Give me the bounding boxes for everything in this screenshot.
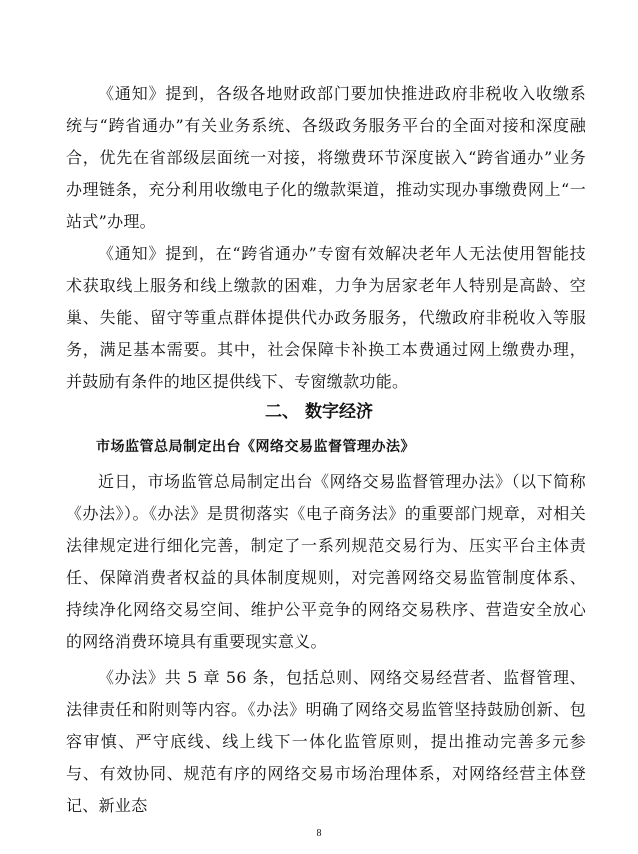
paragraph-regulation-intro: 近日，市场监管总局制定出台《网络交易监督管理办法》（以下简称《办法》）。《办法》是贯彻落实《电子商务法》的重要部门规章，对相关法律规定进行细化完善，制定了一系列规范交易行为、压实平台主体责任、保障消费者权益的具体制度规则，对完善网络交易监管制度体系、持续净化网络交易空间、维护公平竞争的网络交易秩序、营造安全放心的网络消费环境具有重要现实意义。: [66, 472, 586, 651]
page-number: 8: [316, 828, 322, 839]
article-title: 市场监管总局制定出台《网络交易监督管理办法》: [96, 439, 415, 455]
paragraph-regulation-contents: 《办法》共 5 章 56 条，包括总则、网络交易经营者、监督管理、法律责任和附则等内容。《办法》明确了网络交易监管坚持鼓励创新、包容审慎、严守底线、线上线下一体化监管原则，提出推动完善多元参与、有效协同、规范有序的网络交易市场治理体系，对网络经营主体登记、新业态: [66, 668, 586, 815]
paragraph-notice-elderly-services: 《通知》提到，在“跨省通办”专窗有效解决老年人无法使用智能技术获取线上服务和线上缴款的困难，力争为居家老年人特别是高龄、空巢、失能、留守等重点群体提供代办政务服务，代缴政府非税收入等服务，满足基本需要。其中，社会保障卡补换工本费通过网上缴费办理，并鼓励有条件的地区提供线下、专窗缴款功能。: [66, 244, 586, 391]
paragraph-notice-payment-integration: 《通知》提到，各级各地财政部门要加快推进政府非税收入收缴系统与“跨省通办”有关业务系统、各级政务服务平台的全面对接和深度融合，优先在省部级层面统一对接，将缴费环节深度嵌入“跨省通办”业务办理链条，充分利用收缴电子化的缴款渠道，推动实现办事缴费网上“一站式”办理。: [66, 84, 586, 231]
section-heading: 二、 数字经济: [265, 402, 373, 422]
